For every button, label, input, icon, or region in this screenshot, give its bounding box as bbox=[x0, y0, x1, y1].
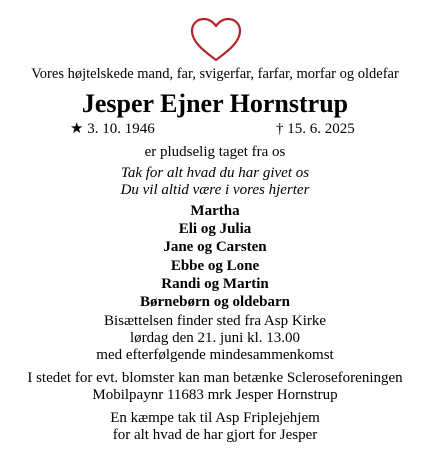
thanks-text: En kæmpe tak til Asp Friplejehjem bbox=[110, 410, 320, 426]
heart-outline-icon bbox=[188, 16, 244, 64]
funeral-info: Bisættelsen finder sted fra Asp Kirke bbox=[103, 313, 327, 329]
funeral-info: lørdag den 21. juni kl. 13.00 bbox=[130, 330, 300, 346]
donation-info: I stedet for evt. blomster kan man betænke Scleroseforeningen bbox=[27, 370, 403, 386]
family-member: Børnebørn og oldebarn bbox=[139, 294, 290, 311]
donation-info: Mobilpaynr 11683 mrk Jesper Hornstrup bbox=[92, 387, 338, 403]
family-list bbox=[0, 202, 430, 311]
death-date: † 15. 6. 2025 bbox=[276, 121, 355, 137]
family-member: Jane og Carsten bbox=[163, 239, 267, 256]
life-dates bbox=[0, 120, 430, 138]
quote-line: Du vil altid være i vores hjerter bbox=[120, 182, 310, 198]
circumstance-text: er pludselig taget fra os bbox=[144, 144, 286, 160]
intro-text: Vores højtelskede mand, far, svigerfar, farfar, morfar og oldefar bbox=[31, 66, 399, 82]
family-member: Randi og Martin bbox=[161, 275, 269, 292]
thanks-text: for alt hvad de har gjort for Jesper bbox=[112, 427, 318, 443]
birth-date: ★ 3. 10. 1946 bbox=[70, 121, 155, 137]
quote-line: Tak for alt hvad du har givet os bbox=[120, 165, 310, 181]
family-member: Eli og Julia bbox=[178, 221, 252, 238]
funeral-info: med efterfølgende mindesammenkomst bbox=[96, 347, 334, 363]
family-member: Ebbe og Lone bbox=[170, 257, 260, 274]
family-member: Martha bbox=[190, 203, 240, 219]
deceased-name: Jesper Ejner Hornstrup bbox=[81, 89, 349, 118]
